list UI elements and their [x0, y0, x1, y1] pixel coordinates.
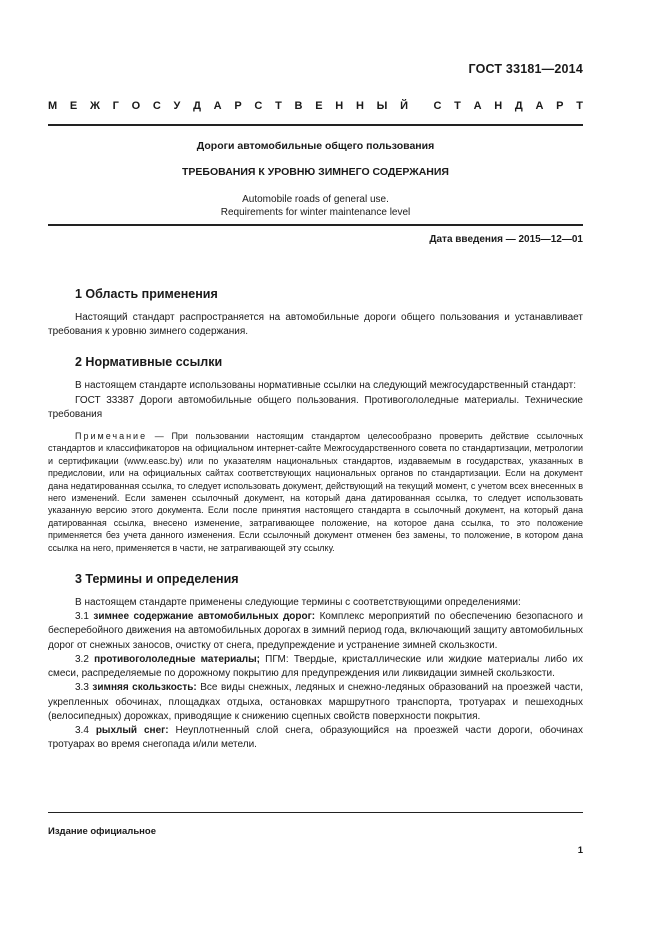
section-2-note — [48, 430, 583, 554]
official-edition-label: Издание официальное — [48, 826, 156, 837]
section-3-intro: В настоящем стандарте применены следующие термины с соответствующими определениями: — [75, 597, 521, 609]
footer-rule — [48, 812, 583, 813]
section-2-paragraph-2: ГОСТ 33387 Дороги автомобильные общего пользования. Противогололедные материалы. Технические требования — [48, 394, 583, 420]
title-line-1: Дороги автомобильные общего пользования — [196, 140, 435, 152]
section-1-heading: 1 Область применения — [75, 287, 218, 301]
note-label: Примечание — [75, 431, 148, 442]
section-3-heading: 3 Термины и определения — [75, 572, 239, 587]
term-3-1: 3.1 зимнее содержание автомобильных дорог: Комплекс мероприятий по обеспечению безопасного и бесперебойного движения на автомобильных дорогах в зимний период года, включающий защиту автомобильных дорог от снежных заносов, очистку от снега, предупреждение и устранение зимней скользкости. — [48, 611, 583, 651]
term-3-4: 3.4 рыхлый снег: Неуплотненный слой снега, образующийся на проезжей части дороги, обочинах тротуарах во время снегопада и/или метели. — [48, 724, 583, 751]
introduction-date: Дата введения — 2015—12—01 — [429, 234, 583, 245]
section-2-heading: 2 Нормативные ссылки — [75, 355, 223, 370]
english-title-line-1: Automobile roads of general use. — [242, 194, 389, 205]
header-rule — [48, 124, 583, 126]
page-number: 1 — [577, 845, 583, 856]
term-3-2: 3.2 противогололедные материалы; ПГМ: Твердые, кристаллические или жидкие материалы либо их смеси, распределяемые по дорожному покрытию для предупреждения или ликвидации зимней скользкости. — [48, 653, 583, 680]
document-body — [48, 285, 583, 752]
english-title-line-2: Requirements for winter maintenance level — [220, 207, 411, 218]
english-title — [48, 193, 583, 219]
section-2-paragraph-1: В настоящем стандарте использованы нормативные ссылки на следующий межгосударственный стандарт: — [75, 380, 576, 392]
title-rule — [48, 224, 583, 226]
interstate-standard-banner: М Е Ж Г О С У Д А Р С Т В Е Н Н Ы Й С Т А Н Д А Р Т — [48, 100, 583, 112]
title-line-2: ТРЕБОВАНИЯ К УРОВНЮ ЗИМНЕГО СОДЕРЖАНИЯ — [182, 166, 449, 178]
section-1-paragraph: Настоящий стандарт распространяется на автомобильные дороги общего пользования и устанавливает требования к уровню зимнего содержания. — [48, 312, 583, 338]
note-text: — При пользовании настоящим стандартом целесообразно проверить действие ссылочных стандартов и классификаторов на официальном интернет-сайте Межгосударственного совета по стандартизации, метрологии и сертификации (www.easc.by) или по указателям национальных стандартов, издаваемым в государствах, указанных в предисловии, или на официальных сайтах соответствующих национальных органов по стандартизации. Если на документ дана недатированная ссылка, то следует использовать документ, действующий на текущий момент, с учетом всех внесенных в него изменений. Если заменен ссылочный документ, на который дана датированная ссылка, то следует использовать указанную версию этого документа. Если после принятия настоящего стандарта в ссылочный документ, на который дана датированная ссылка, внесено изменение, затрагивающее положение, на которое дана ссылка, то это положение применяется без учета данного изменения. Если ссылочный документ отменен без замены, то положение, в котором дана ссылка на него, применяется в части, не затрагивающей эту ссылку. — [48, 431, 583, 553]
standard-number: ГОСТ 33181—2014 — [468, 62, 583, 76]
term-3-3: 3.3 зимняя скользкость: Все виды снежных, ледяных и снежно-ледяных образований на проезжей части, укрепленных обочинах, площадках отдыха, остановках маршрутного транспорта, тротуарах и пешеходных (велосипедных) дорожках, приводящие к снижению сцепных свойств поверхности покрытия. — [48, 682, 583, 722]
